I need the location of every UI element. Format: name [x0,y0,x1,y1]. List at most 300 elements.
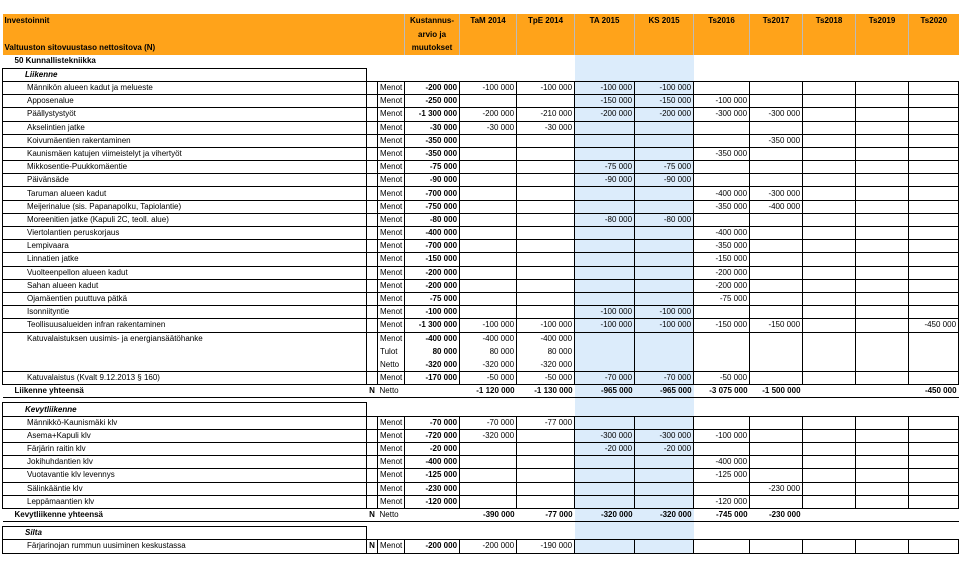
table-row[interactable] [3,456,959,469]
year-value-cell [909,240,959,253]
year-value-cell [635,358,694,371]
year-value-cell [856,253,909,266]
year-value-cell [575,482,635,495]
binding-level-marker [367,482,378,495]
binding-level-marker [367,81,378,94]
table-row[interactable] [3,332,959,345]
item-name: Vuotavantie klv levennys [3,469,367,482]
year-value-cell: -125 000 [694,469,750,482]
row-type: Tulot [378,345,405,358]
total-value-cell [856,385,909,398]
column-header-year [635,41,694,55]
year-value-cell [750,495,803,508]
year-value-cell [635,266,694,279]
year-value-cell [460,266,517,279]
cost-estimate-cell: -80 000 [405,213,460,226]
column-header-year [460,28,517,42]
year-value-cell [856,279,909,292]
binding-level-marker [367,443,378,456]
cost-estimate-cell: -150 000 [405,253,460,266]
year-value-cell [575,495,635,508]
header-title: Investoinnit [3,14,405,28]
item-name: Mikkosentie-Puukkomäentie [3,161,367,174]
item-name: Männikkö-Kaunismäki klv [3,416,367,429]
header-cost-estimate: muutokset [405,41,460,55]
year-value-cell: -100 000 [635,306,694,319]
year-value-cell: -90 000 [635,174,694,187]
row-type: Menot [378,279,405,292]
year-value-cell: 80 000 [460,345,517,358]
year-value-cell: -77 000 [517,416,575,429]
binding-level-marker [367,319,378,332]
year-value-cell [460,95,517,108]
table-row[interactable] [3,319,959,332]
year-value-cell [750,240,803,253]
year-value-cell [635,332,694,345]
year-value-cell: -300 000 [694,108,750,121]
item-name: Päivänsäde [3,174,367,187]
year-value-cell [803,161,856,174]
cost-estimate-cell: -200 000 [405,279,460,292]
cost-estimate-cell: -75 000 [405,292,460,305]
year-value-cell [909,187,959,200]
year-value-cell: -100 000 [460,319,517,332]
cost-estimate-cell: -70 000 [405,416,460,429]
year-value-cell: -30 000 [460,121,517,134]
row-type: Menot [378,456,405,469]
table-row[interactable] [3,121,959,134]
year-value-cell [750,174,803,187]
group-header-row [3,68,959,81]
binding-level-marker [367,121,378,134]
year-value-cell [694,358,750,371]
total-value-cell [909,508,959,521]
year-value-cell [856,540,909,553]
year-value-cell [803,443,856,456]
row-type: Menot [378,187,405,200]
year-value-cell [517,482,575,495]
year-value-cell [694,121,750,134]
year-value-cell [856,174,909,187]
year-value-cell [460,227,517,240]
cost-estimate-cell: -200 000 [405,266,460,279]
year-value-cell: -320 000 [460,429,517,442]
total-value-cell [856,508,909,521]
item-name: Meijerinalue (sis. Papanapolku, Tapiolantie) [3,200,367,213]
binding-level-marker [367,279,378,292]
row-type: Menot [378,372,405,385]
binding-level-marker [367,253,378,266]
year-value-cell [750,469,803,482]
year-value-cell [694,213,750,226]
item-name: Färjärin raitin klv [3,443,367,456]
year-value-cell: -300 000 [750,187,803,200]
year-value-cell: -200 000 [575,108,635,121]
section-title: 50 Kunnallistekniikka [14,56,96,66]
year-value-cell [635,240,694,253]
year-value-cell: -100 000 [694,429,750,442]
year-value-cell [517,227,575,240]
year-value-cell [460,253,517,266]
year-value-cell: -90 000 [575,174,635,187]
year-value-cell: -150 000 [635,95,694,108]
investment-table [2,14,959,554]
table-row[interactable] [3,200,959,213]
year-value-cell [517,495,575,508]
year-value-cell [575,121,635,134]
year-value-cell [856,240,909,253]
year-value-cell: -70 000 [460,416,517,429]
binding-level-marker [367,306,378,319]
year-value-cell [750,332,803,345]
year-value-cell [517,443,575,456]
year-value-cell [909,161,959,174]
year-value-cell [694,416,750,429]
column-header-year [909,28,959,42]
row-type: Menot [378,147,405,160]
year-value-cell [856,147,909,160]
binding-level-marker: N [367,385,378,398]
year-value-cell [856,187,909,200]
item-name: Apposenalue [3,95,367,108]
item-name: Asema+Kapuli klv [3,429,367,442]
table-row[interactable] [3,108,959,121]
year-value-cell: -70 000 [635,372,694,385]
year-value-cell [517,95,575,108]
binding-level-marker [367,213,378,226]
year-value-cell [635,482,694,495]
table-row[interactable] [3,95,959,108]
year-value-cell [803,306,856,319]
item-name: Lempivaara [3,240,367,253]
total-value-cell: -965 000 [635,385,694,398]
year-value-cell [575,416,635,429]
cost-estimate-cell [405,508,460,521]
year-value-cell [856,495,909,508]
year-value-cell [635,469,694,482]
group-title: Liikenne [3,68,367,81]
year-value-cell [635,495,694,508]
year-value-cell [635,147,694,160]
year-value-cell [856,108,909,121]
year-value-cell [856,200,909,213]
year-value-cell [803,345,856,358]
year-value-cell [460,482,517,495]
year-value-cell [856,292,909,305]
year-value-cell [750,372,803,385]
binding-level-marker [367,358,378,371]
table-row[interactable] [3,443,959,456]
year-value-cell [575,200,635,213]
year-value-cell [803,253,856,266]
year-value-cell [575,147,635,160]
cost-estimate-cell: -250 000 [405,95,460,108]
year-value-cell [575,456,635,469]
year-value-cell [750,456,803,469]
year-value-cell [750,266,803,279]
total-label: Liikenne yhteensä [3,385,367,398]
table-row[interactable] [3,540,959,553]
year-value-cell [909,253,959,266]
column-header-year [694,41,750,55]
cost-estimate-cell: -750 000 [405,200,460,213]
year-value-cell [803,482,856,495]
year-value-cell [856,332,909,345]
year-value-cell [750,161,803,174]
year-value-cell: -50 000 [460,372,517,385]
column-header-year [694,28,750,42]
year-value-cell: -150 000 [694,253,750,266]
column-header-year [856,28,909,42]
year-value-cell [575,292,635,305]
year-value-cell: -190 000 [517,540,575,553]
year-value-cell [750,306,803,319]
year-value-cell [460,456,517,469]
row-type: Menot [378,213,405,226]
year-value-cell [694,540,750,553]
row-type: Menot [378,469,405,482]
year-value-cell: -320 000 [517,358,575,371]
header-cost-estimate: Kustannus- [405,14,460,28]
column-header-year [750,28,803,42]
binding-level-marker [367,456,378,469]
item-name: Teollisuusalueiden infran rakentaminen [3,319,367,332]
year-value-cell [909,266,959,279]
total-value-cell [803,508,856,521]
year-value-cell [803,174,856,187]
column-header-year [575,41,635,55]
cost-estimate-cell: -350 000 [405,134,460,147]
binding-level-marker: N [367,508,378,521]
year-value-cell [694,161,750,174]
year-value-cell [517,292,575,305]
table-row[interactable] [3,147,959,160]
year-value-cell [635,279,694,292]
column-header-year: Ts2019 [856,14,909,28]
year-value-cell [856,416,909,429]
table-row[interactable] [3,279,959,292]
cost-estimate-cell: -400 000 [405,456,460,469]
total-value-cell: -320 000 [575,508,635,521]
year-value-cell [750,213,803,226]
year-value-cell [803,279,856,292]
year-value-cell [575,240,635,253]
row-type: Menot [378,227,405,240]
row-type: Menot [378,253,405,266]
year-value-cell: -400 000 [750,200,803,213]
year-value-cell [750,81,803,94]
table-row[interactable] [3,292,959,305]
year-value-cell [909,482,959,495]
column-header-year [856,41,909,55]
year-value-cell [909,540,959,553]
year-value-cell [856,161,909,174]
column-header-year: Ts2018 [803,14,856,28]
investment-spreadsheet [2,14,958,554]
column-header-year [517,28,575,42]
year-value-cell: -100 000 [517,319,575,332]
column-header-year: TaM 2014 [460,14,517,28]
binding-level-marker [367,429,378,442]
year-value-cell: -50 000 [517,372,575,385]
table-row[interactable] [3,266,959,279]
item-name: Sahan alueen kadut [3,279,367,292]
header-row [3,14,959,28]
year-value-cell: -400 000 [694,227,750,240]
year-value-cell [909,108,959,121]
row-type: Menot [378,443,405,456]
year-value-cell [803,469,856,482]
year-value-cell [517,469,575,482]
cost-estimate-cell: -350 000 [405,147,460,160]
binding-level-marker [367,200,378,213]
table-row[interactable] [3,174,959,187]
binding-level-marker [367,174,378,187]
year-value-cell: -120 000 [694,495,750,508]
column-header-year [575,28,635,42]
row-type: Menot [378,95,405,108]
table-row[interactable] [3,306,959,319]
table-row[interactable] [3,495,959,508]
year-value-cell [803,213,856,226]
year-value-cell [750,227,803,240]
year-value-cell: -350 000 [694,147,750,160]
year-value-cell [517,161,575,174]
table-row[interactable] [3,345,959,358]
row-type: Menot [378,319,405,332]
cost-estimate-cell: -100 000 [405,306,460,319]
year-value-cell: -350 000 [694,240,750,253]
year-value-cell: -200 000 [694,279,750,292]
item-name: Katuvalaistuksen uusimis- ja energiansäätöhanke [3,332,367,345]
year-value-cell: -450 000 [909,319,959,332]
year-value-cell [517,306,575,319]
year-value-cell [803,227,856,240]
item-name: Koivumäentien rakentaminen [3,134,367,147]
table-row[interactable] [3,482,959,495]
cost-estimate-cell: -200 000 [405,81,460,94]
row-type: Menot [378,540,405,553]
item-name: Viertolantien peruskorjaus [3,227,367,240]
row-type: Menot [378,332,405,345]
year-value-cell [460,279,517,292]
year-value-cell [856,121,909,134]
year-value-cell [575,266,635,279]
year-value-cell [635,200,694,213]
column-header-year: Ts2017 [750,14,803,28]
year-value-cell [803,240,856,253]
year-value-cell [856,227,909,240]
year-value-cell [694,174,750,187]
header-subtitle: Valtuuston sitovuustaso nettositova (N) [3,41,405,55]
year-value-cell [909,81,959,94]
table-row[interactable] [3,429,959,442]
cost-estimate-cell: -400 000 [405,332,460,345]
item-name: Sälinkääntie klv [3,482,367,495]
binding-level-marker [367,134,378,147]
year-value-cell [517,134,575,147]
table-row[interactable] [3,134,959,147]
year-value-cell: 80 000 [517,345,575,358]
year-value-cell [517,456,575,469]
table-row[interactable] [3,358,959,371]
cost-estimate-cell: -120 000 [405,495,460,508]
table-row[interactable] [3,469,959,482]
table-row[interactable] [3,240,959,253]
year-value-cell [909,469,959,482]
year-value-cell [909,147,959,160]
header-cost-estimate: arvio ja [405,28,460,42]
column-header-year [635,28,694,42]
binding-level-marker [367,95,378,108]
year-value-cell [909,429,959,442]
year-value-cell [460,443,517,456]
year-value-cell [856,213,909,226]
year-value-cell [803,495,856,508]
year-value-cell [460,187,517,200]
year-value-cell: -150 000 [750,319,803,332]
year-value-cell [750,540,803,553]
year-value-cell [803,372,856,385]
cost-estimate-cell: 80 000 [405,345,460,358]
year-value-cell [909,456,959,469]
column-header-year [803,28,856,42]
header-subtitle [3,28,405,42]
row-type: Menot [378,134,405,147]
year-value-cell [635,187,694,200]
table-row[interactable] [3,372,959,385]
table-row[interactable] [3,213,959,226]
total-value-cell: -1 120 000 [460,385,517,398]
item-name: Katuvalaistus (Kvalt 9.12.2013 § 160) [3,372,367,385]
item-name: Männikön alueen kadut ja melueste [3,81,367,94]
year-value-cell [856,319,909,332]
table-row[interactable] [3,187,959,200]
year-value-cell [460,200,517,213]
year-value-cell: -20 000 [635,443,694,456]
year-value-cell [909,227,959,240]
row-type: Menot [378,429,405,442]
year-value-cell: -350 000 [750,134,803,147]
year-value-cell [575,187,635,200]
year-value-cell [575,253,635,266]
row-type: Menot [378,108,405,121]
year-value-cell [803,319,856,332]
table-row[interactable] [3,227,959,240]
table-row[interactable] [3,253,959,266]
year-value-cell [517,253,575,266]
year-value-cell [909,358,959,371]
year-value-cell: -75 000 [575,161,635,174]
cost-estimate-cell [405,385,460,398]
total-value-cell: -450 000 [909,385,959,398]
year-value-cell [856,456,909,469]
year-value-cell [750,253,803,266]
year-value-cell [635,227,694,240]
binding-level-marker [367,332,378,345]
row-type: Netto [378,385,405,398]
row-type: Menot [378,121,405,134]
year-value-cell [803,147,856,160]
year-value-cell [635,134,694,147]
year-value-cell [635,253,694,266]
year-value-cell: -300 000 [575,429,635,442]
table-row[interactable] [3,161,959,174]
table-row[interactable] [3,416,959,429]
year-value-cell [909,292,959,305]
table-row[interactable] [3,81,959,94]
header-row [3,28,959,42]
